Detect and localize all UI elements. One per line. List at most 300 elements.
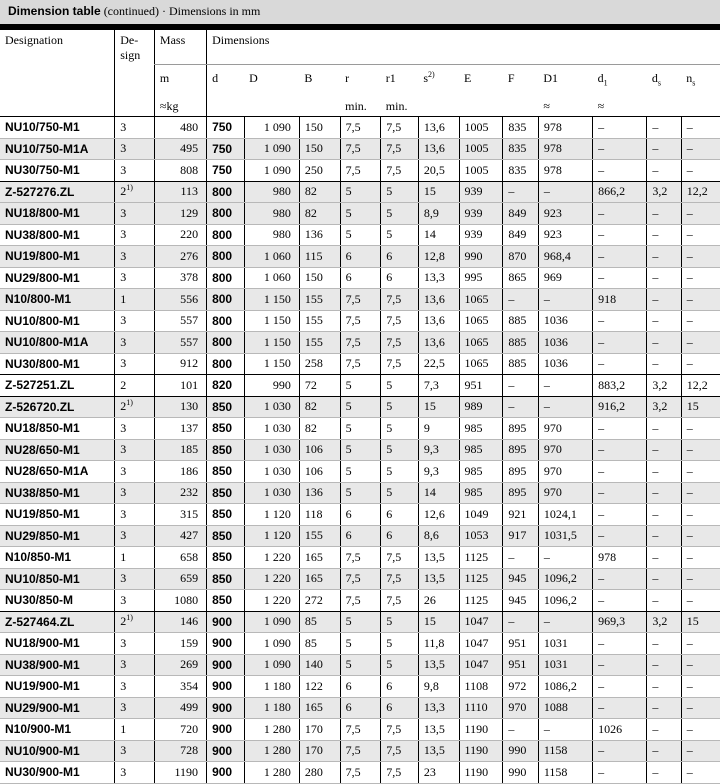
F-cell: 895 [503,418,538,440]
D1-cell: 970 [538,439,592,461]
d-cell: 800 [207,332,245,354]
F-cell: 951 [503,633,538,655]
table-row [0,246,720,268]
ds-cell: – [647,224,681,246]
designation-cell: NU30/750-M1 [0,160,115,182]
design-cell [115,310,155,332]
D1-cell: – [538,719,592,741]
ds-cell: – [647,246,681,268]
d-cell: 900 [207,654,245,676]
table-row [0,375,720,397]
designation-cell: NU30/800-M1 [0,353,115,375]
ns-cell: – [681,203,720,225]
design-value: 3 [120,442,127,457]
r1-cell: 5 [381,396,419,418]
design-value: 3 [120,592,127,607]
r-cell: 7,5 [340,568,381,590]
D-cell: 1 060 [244,267,299,289]
D1-cell: 1158 [538,762,592,784]
r-cell: 7,5 [340,138,381,160]
mass-cell: 720 [154,719,206,741]
col-header-d1 [593,65,647,96]
r-cell: 7,5 [340,762,381,784]
ns-cell: 15 [681,396,720,418]
d1-cell: – [593,138,647,160]
col-header-design-line1: De- [120,33,139,47]
r1-cell: 7,5 [381,138,419,160]
B-cell: 165 [299,547,340,569]
mass-cell: 1080 [154,590,206,612]
r1-cell: 7,5 [381,289,419,311]
D1-cell: 978 [538,117,592,139]
D-cell: 1 280 [244,719,299,741]
B-cell: 106 [299,439,340,461]
ns-cell: – [681,654,720,676]
design-cell [115,482,155,504]
d1-cell: – [593,203,647,225]
ds-cell: – [647,719,681,741]
r-cell: 5 [340,482,381,504]
ds-cell: – [647,267,681,289]
D1-cell: – [538,375,592,397]
table-row [0,654,720,676]
mass-cell: 557 [154,310,206,332]
mass-cell: 185 [154,439,206,461]
F-cell: 951 [503,654,538,676]
E-cell: 1125 [459,590,503,612]
ns-cell: – [681,504,720,526]
r1-cell: 7,5 [381,310,419,332]
designation-cell: Z-527276.ZL [0,181,115,203]
design-cell [115,246,155,268]
design-cell [115,611,155,633]
s-cell: 14 [418,482,459,504]
r-cell: 5 [340,654,381,676]
F-cell: 921 [503,504,538,526]
table-row [0,117,720,139]
table-row [0,547,720,569]
design-footnote: 1) [126,398,133,408]
D-cell: 1 030 [244,439,299,461]
D1-cell: 1158 [538,740,592,762]
E-cell: 985 [459,418,503,440]
r1-cell: 5 [381,439,419,461]
D-cell: 990 [244,375,299,397]
D-cell: 1 150 [244,353,299,375]
designation-cell: Z-527251.ZL [0,375,115,397]
s-cell: 13,5 [418,547,459,569]
design-cell [115,547,155,569]
D-cell: 1 090 [244,117,299,139]
D-cell: 1 090 [244,160,299,182]
mass-cell: 146 [154,611,206,633]
design-value: 3 [120,485,127,500]
ds-cell: – [647,160,681,182]
designation-cell: NU29/850-M1 [0,525,115,547]
F-cell: 990 [503,762,538,784]
s-cell: 12,8 [418,246,459,268]
B-cell: 170 [299,719,340,741]
d-cell: 850 [207,439,245,461]
design-value: 3 [120,119,127,134]
dimension-table [0,30,720,784]
D-cell: 1 220 [244,590,299,612]
D1-cell: 970 [538,418,592,440]
ds-cell: – [647,461,681,483]
s-cell: 9 [418,418,459,440]
D1-cell: 1086,2 [538,676,592,698]
B-cell: 165 [299,568,340,590]
E-cell: 1005 [459,117,503,139]
E-cell: 1190 [459,719,503,741]
ds-cell: – [647,418,681,440]
col-header-mass-symbol: m [154,65,206,96]
r-cell: 5 [340,461,381,483]
ds-cell: – [647,568,681,590]
r1-cell: 5 [381,654,419,676]
s-cell: 13,6 [418,117,459,139]
ds-cell: – [647,289,681,311]
d-cell: 850 [207,525,245,547]
design-value: 1 [120,721,127,736]
mass-cell: 808 [154,160,206,182]
B-cell: 82 [299,396,340,418]
E-cell: 1065 [459,332,503,354]
F-cell: 849 [503,224,538,246]
col-header-designation: Designation [0,30,115,117]
r1-cell: 6 [381,246,419,268]
d-cell: 850 [207,461,245,483]
d-cell: 750 [207,138,245,160]
mass-cell: 658 [154,547,206,569]
mass-cell: 232 [154,482,206,504]
col-header-d1-label: d [597,71,604,85]
D1-cell: 969 [538,267,592,289]
r-cell: 7,5 [340,353,381,375]
F-cell: 835 [503,117,538,139]
d-cell: 900 [207,719,245,741]
d-cell: 800 [207,289,245,311]
designation-cell: NU28/650-M1A [0,461,115,483]
D-cell: 980 [244,203,299,225]
d-cell: 800 [207,181,245,203]
s-cell: 8,9 [418,203,459,225]
ds-cell: – [647,332,681,354]
ns-cell: – [681,246,720,268]
designation-cell: NU38/800-M1 [0,224,115,246]
design-value: 3 [120,571,127,586]
d-cell: 900 [207,697,245,719]
E-cell: 1047 [459,654,503,676]
design-value: 3 [120,162,127,177]
ds-cell: – [647,697,681,719]
table-row [0,439,720,461]
D1-cell: – [538,547,592,569]
design-value: 3 [120,743,127,758]
mass-cell: 378 [154,267,206,289]
mass-cell: 495 [154,138,206,160]
designation-cell: NU10/800-M1A [0,332,115,354]
D1-cell: 978 [538,138,592,160]
designation-cell: N10/850-M1 [0,547,115,569]
E-cell: 985 [459,439,503,461]
mass-cell: 556 [154,289,206,311]
design-value: 1 [120,291,127,306]
D1-cell: 1096,2 [538,568,592,590]
col-header-E: E [464,71,472,85]
design-cell [115,181,155,203]
designation-cell: NU18/900-M1 [0,633,115,655]
design-value: 3 [120,205,127,220]
d1-cell: – [593,525,647,547]
B-cell: 250 [299,160,340,182]
ns-cell: – [681,762,720,784]
ds-cell: – [647,633,681,655]
mass-cell: 1190 [154,762,206,784]
mass-cell: 129 [154,203,206,225]
d1-cell: 883,2 [593,375,647,397]
r-cell: 5 [340,611,381,633]
s-cell: 13,5 [418,654,459,676]
table-row [0,482,720,504]
d-cell: 750 [207,117,245,139]
B-cell: 136 [299,224,340,246]
design-cell [115,633,155,655]
r1-cell: 6 [381,676,419,698]
ns-cell: – [681,224,720,246]
ds-cell: – [647,740,681,762]
table-body [0,117,720,784]
B-cell: 82 [299,418,340,440]
B-cell: 106 [299,461,340,483]
D-cell: 1 090 [244,138,299,160]
E-cell: 1049 [459,504,503,526]
E-cell: 951 [459,375,503,397]
r-cell: 7,5 [340,289,381,311]
r-cell: 7,5 [340,719,381,741]
designation-cell: NU18/800-M1 [0,203,115,225]
F-cell: – [503,289,538,311]
D-cell: 1 030 [244,396,299,418]
E-cell: 939 [459,203,503,225]
d-cell: 800 [207,310,245,332]
designation-cell: NU38/900-M1 [0,654,115,676]
ds-cell: – [647,676,681,698]
D1-cell: 1031,5 [538,525,592,547]
r-cell: 7,5 [340,590,381,612]
mass-cell: 912 [154,353,206,375]
r-cell: 7,5 [340,117,381,139]
col-header-s-label: s [423,71,429,85]
mass-cell: 659 [154,568,206,590]
col-header-ns [681,65,720,96]
s-cell: 11,8 [418,633,459,655]
designation-cell: NU10/800-M1 [0,310,115,332]
col-header-design [115,30,155,117]
d1-cell: – [593,117,647,139]
table-title-suffix: (continued) · Dimensions in mm [103,4,261,18]
F-cell: 849 [503,203,538,225]
D1-cell: 923 [538,224,592,246]
ds-cell: 3,2 [647,611,681,633]
ns-cell: – [681,353,720,375]
ds-cell: – [647,762,681,784]
r1-cell: 5 [381,482,419,504]
F-cell: 990 [503,740,538,762]
d1-cell: – [593,461,647,483]
designation-cell: NU19/800-M1 [0,246,115,268]
d-cell: 900 [207,762,245,784]
designation-cell: NU29/800-M1 [0,267,115,289]
table-row [0,267,720,289]
col-header-r1-min: min. [381,95,419,117]
d1-cell: – [593,633,647,655]
r-cell: 5 [340,375,381,397]
r1-cell: 6 [381,504,419,526]
s-cell: 26 [418,590,459,612]
mass-cell: 137 [154,418,206,440]
design-value: 3 [120,334,127,349]
table-row [0,568,720,590]
F-cell: 835 [503,138,538,160]
col-header-s-footnote: 2) [428,70,435,79]
ns-cell: – [681,568,720,590]
s-cell: 7,3 [418,375,459,397]
E-cell: 1190 [459,740,503,762]
mass-cell: 427 [154,525,206,547]
B-cell: 82 [299,203,340,225]
col-header-mass-unit: ≈kg [154,95,206,117]
d-cell: 850 [207,504,245,526]
design-value: 2 [120,377,127,392]
D-cell: 1 030 [244,461,299,483]
E-cell: 990 [459,246,503,268]
col-header-s-sub2 [418,95,459,117]
designation-cell: NU19/850-M1 [0,504,115,526]
D1-cell: 1024,1 [538,504,592,526]
E-cell: 1005 [459,138,503,160]
s-cell: 13,6 [418,310,459,332]
col-header-r: r [345,71,350,85]
design-cell [115,267,155,289]
r-cell: 7,5 [340,547,381,569]
ds-cell: – [647,138,681,160]
F-cell: 970 [503,697,538,719]
B-cell: 272 [299,590,340,612]
designation-cell: N10/800-M1 [0,289,115,311]
D1-cell: 1036 [538,353,592,375]
D1-cell: 1036 [538,332,592,354]
s-cell: 20,5 [418,160,459,182]
r1-cell: 5 [381,461,419,483]
designation-cell: Z-526720.ZL [0,396,115,418]
r-cell: 5 [340,224,381,246]
d1-cell: – [593,267,647,289]
E-cell: 1005 [459,160,503,182]
d-cell: 850 [207,396,245,418]
B-cell: 155 [299,289,340,311]
d-cell: 820 [207,375,245,397]
F-cell: – [503,396,538,418]
B-cell: 118 [299,504,340,526]
table-row [0,611,720,633]
r1-cell: 5 [381,181,419,203]
r-cell: 7,5 [340,160,381,182]
design-cell [115,504,155,526]
design-value: 3 [120,506,127,521]
r1-cell: 7,5 [381,568,419,590]
r-cell: 6 [340,676,381,698]
design-value: 3 [120,678,127,693]
mass-cell: 499 [154,697,206,719]
D-cell: 1 280 [244,762,299,784]
B-cell: 136 [299,482,340,504]
D1-cell: 1036 [538,310,592,332]
ns-cell: – [681,676,720,698]
design-cell [115,203,155,225]
d-cell: 850 [207,547,245,569]
ns-cell: – [681,740,720,762]
D1-cell: – [538,396,592,418]
ns-cell: – [681,590,720,612]
d1-cell: – [593,740,647,762]
col-header-E-sub [459,95,503,117]
r1-cell: 5 [381,375,419,397]
F-cell: 885 [503,353,538,375]
table-row [0,697,720,719]
design-value: 2 [120,399,127,414]
B-cell: 82 [299,181,340,203]
ds-cell: – [647,590,681,612]
r-cell: 5 [340,418,381,440]
ns-cell: – [681,547,720,569]
s-cell: 9,3 [418,461,459,483]
r1-cell: 7,5 [381,353,419,375]
table-row [0,762,720,784]
D-cell: 1 030 [244,482,299,504]
col-header-ns-sub: s [692,78,696,88]
E-cell: 1065 [459,310,503,332]
r-cell: 5 [340,439,381,461]
ns-cell: – [681,117,720,139]
s-cell: 13,3 [418,267,459,289]
design-value: 3 [120,463,127,478]
table-title-main: Dimension table [8,4,101,18]
F-cell: 917 [503,525,538,547]
design-value: 3 [120,764,127,779]
d-cell: 800 [207,224,245,246]
design-value: 3 [120,356,127,371]
D-cell: 980 [244,224,299,246]
col-header-B-sub [299,95,340,117]
table-row [0,504,720,526]
E-cell: 1108 [459,676,503,698]
s-cell: 13,5 [418,568,459,590]
F-cell: 945 [503,590,538,612]
design-cell [115,568,155,590]
ns-cell: – [681,697,720,719]
col-header-ds-sub2 [647,95,681,117]
d1-cell: – [593,439,647,461]
d1-cell: – [593,676,647,698]
ds-cell: – [647,482,681,504]
ds-cell: – [647,439,681,461]
D1-cell: 1031 [538,654,592,676]
designation-cell: NU29/900-M1 [0,697,115,719]
col-header-ds [647,65,681,96]
F-cell: 945 [503,568,538,590]
r1-cell: 7,5 [381,332,419,354]
